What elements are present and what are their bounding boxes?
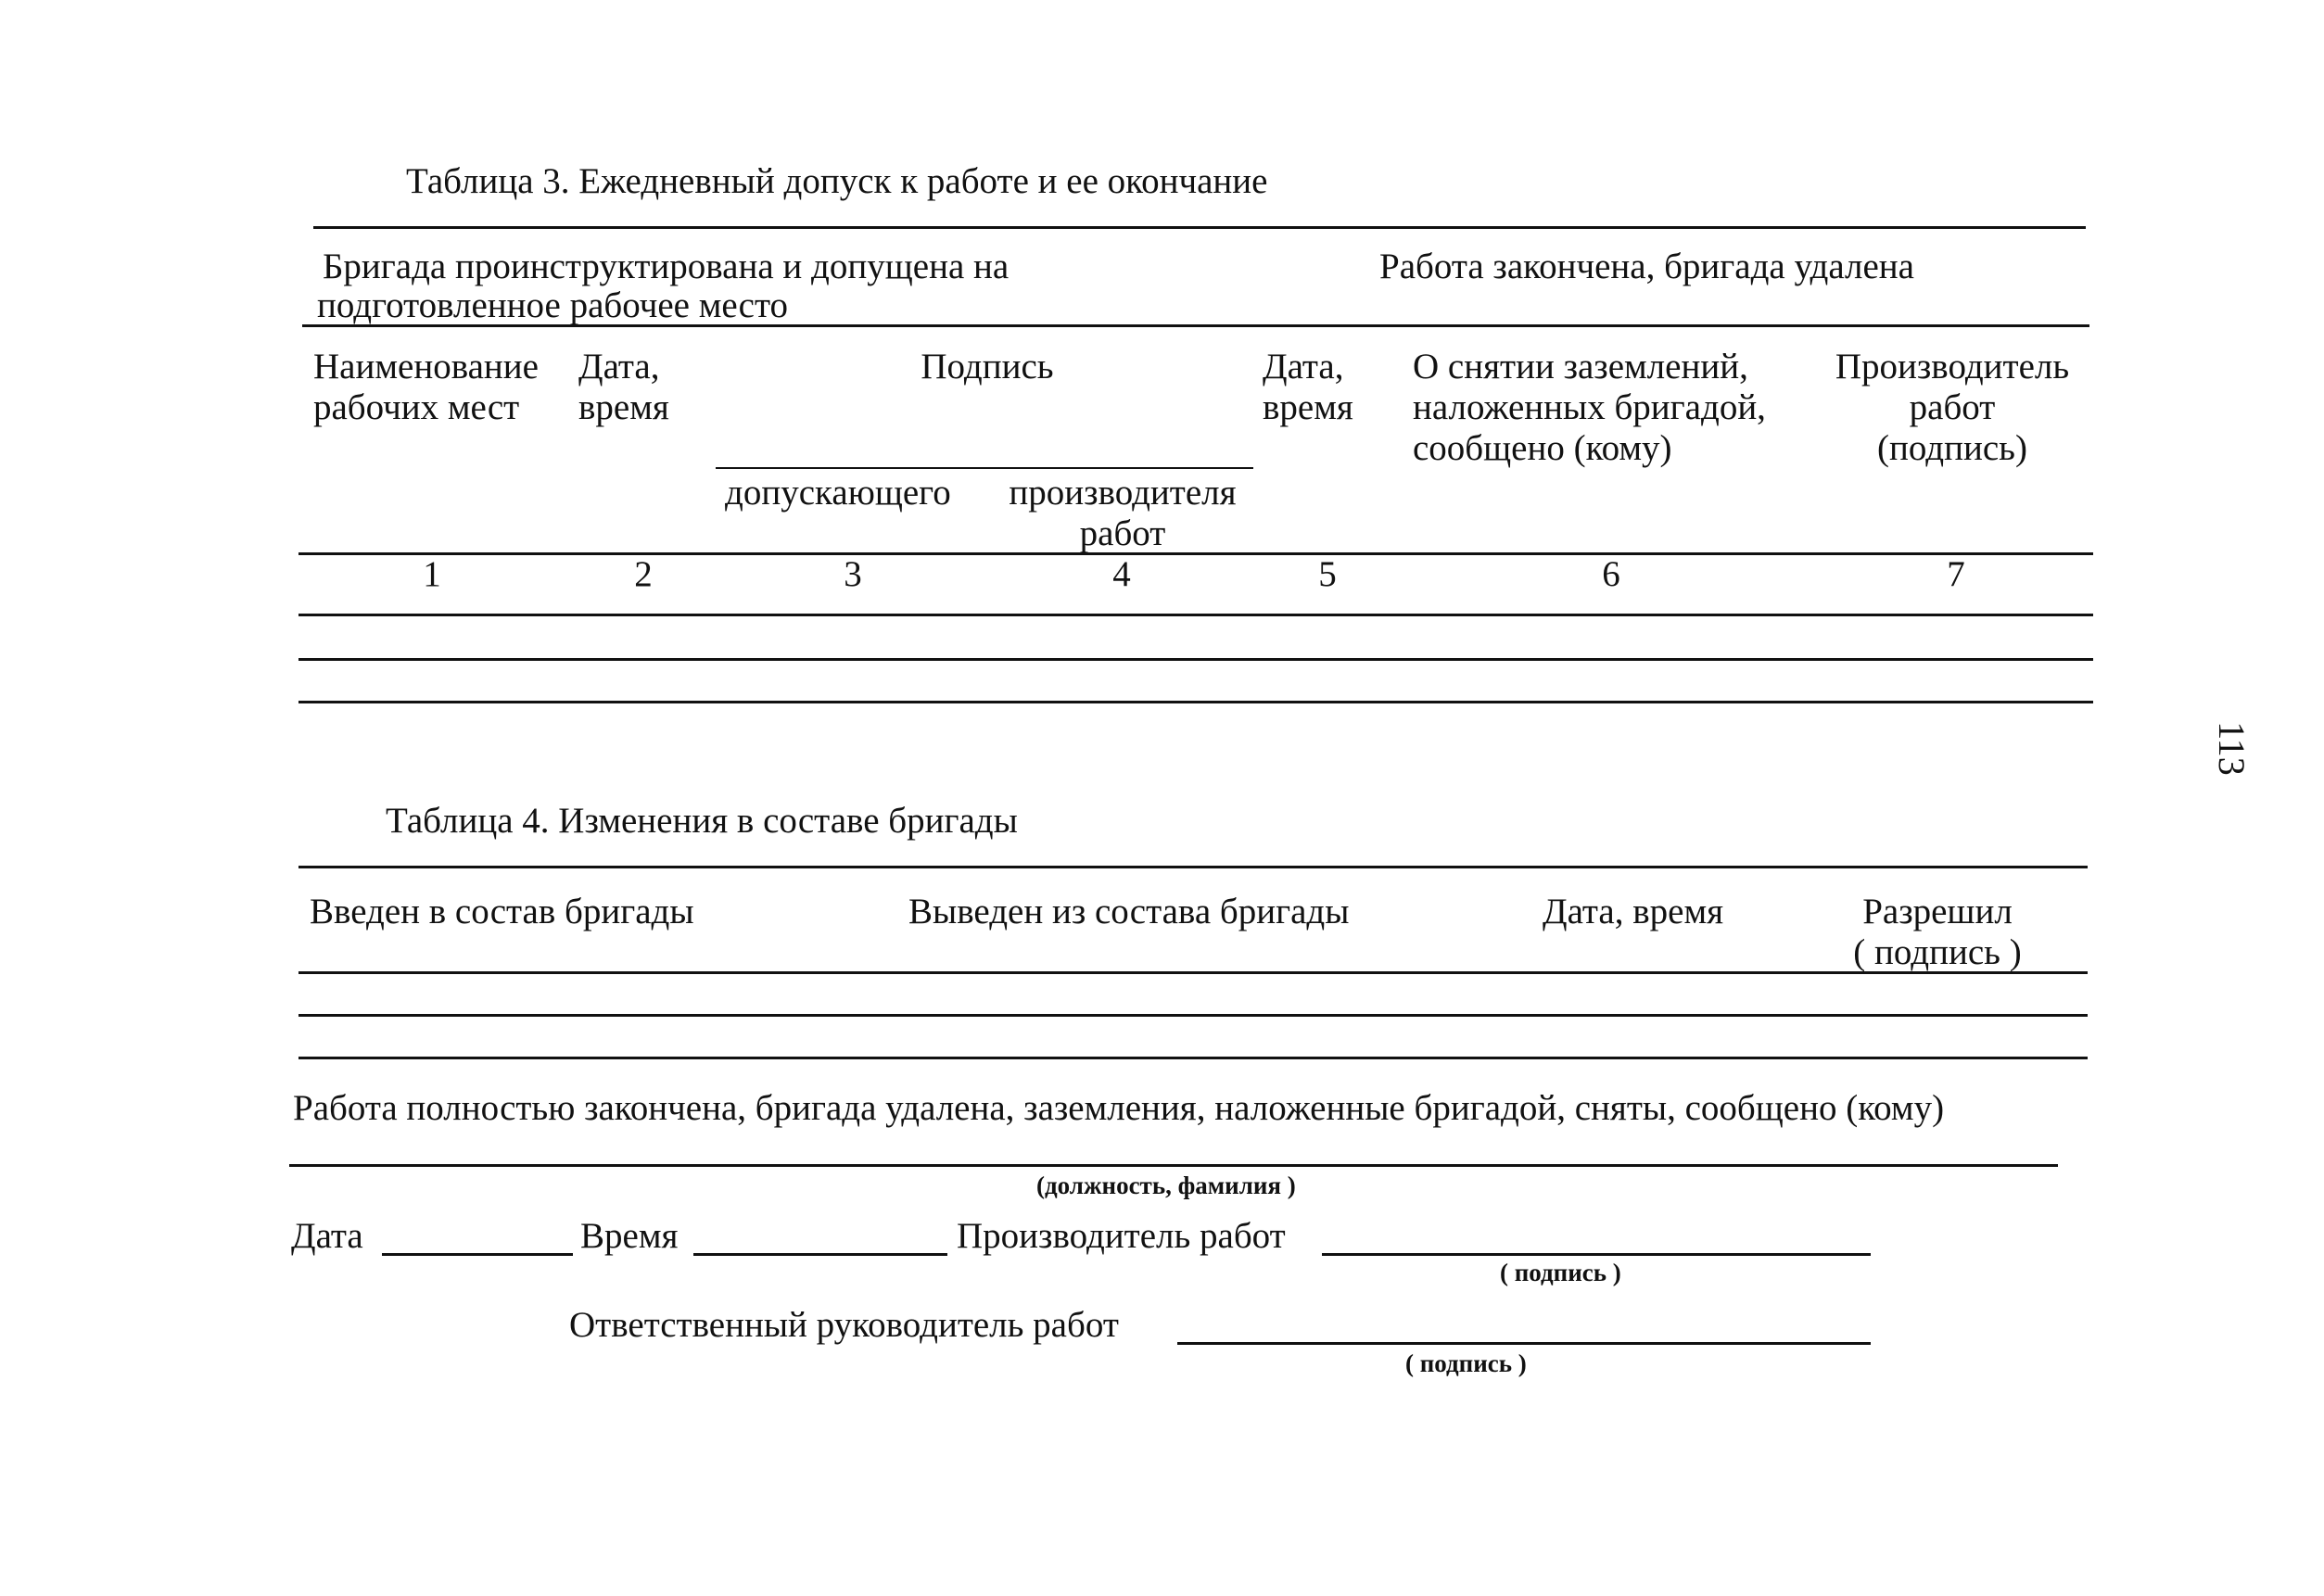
col2-header: Дата, время (578, 347, 669, 427)
producer-signature-line[interactable] (1322, 1253, 1871, 1256)
table3-group-rule (302, 324, 2089, 327)
date-label: Дата (291, 1216, 363, 1256)
col5-header: Дата, время (1263, 347, 1353, 427)
signature-rule (716, 467, 1253, 469)
table4-row-rule (298, 1057, 2088, 1059)
time-label: Время (580, 1216, 679, 1256)
producer-signature-hint: ( подпись ) (1500, 1259, 1621, 1286)
responsible-label: Ответственный руководитель работ (569, 1305, 1119, 1345)
table3-caption: Таблица 3. Ежедневный допуск к работе и ее окончание (406, 161, 1268, 201)
col4-header: производителя работ (1009, 473, 1237, 553)
table4-caption: Таблица 4. Изменения в составе бригады (386, 801, 1018, 841)
col-number-3: 3 (844, 554, 862, 594)
signature-header: Подпись (921, 347, 1054, 386)
table4-row-rule (298, 1014, 2088, 1017)
col-number-7: 7 (1947, 554, 1965, 594)
responsible-signature-line[interactable] (1177, 1342, 1871, 1345)
table3-header-rule (298, 552, 2093, 555)
col-number-5: 5 (1318, 554, 1337, 594)
table4-col-out: Выведен из состава бригады (908, 892, 1350, 931)
col-number-1: 1 (423, 554, 441, 594)
table3-row-rule (298, 658, 2093, 661)
completion-text: Работа полностью закончена, бригада удалена, заземления, наложенные бригадой, сняты, сообщено (кому) (293, 1088, 1945, 1128)
col7-header: Производитель работ (подпись) (1835, 347, 2070, 468)
table3-group-left-line1: Бригада проинструктирована и допущена на (323, 247, 1010, 286)
page-number: 113 (2210, 721, 2253, 776)
time-field-line[interactable] (693, 1253, 947, 1256)
position-name-hint: (должность, фамилия ) (1036, 1172, 1296, 1199)
table4-top-rule (298, 866, 2088, 868)
col1-header: Наименование рабочих мест (313, 347, 539, 427)
table3-group-left-line2: подготовленное рабочее место (317, 285, 789, 325)
recipient-field-line[interactable] (289, 1164, 2058, 1167)
table3-row-rule (298, 614, 2093, 616)
responsible-signature-hint: ( подпись ) (1405, 1349, 1527, 1377)
table3-top-rule (313, 226, 2086, 229)
col6-header: О снятии заземлений, наложенных бригадой, сообщено (кому) (1413, 347, 1766, 468)
table3-row-rule (298, 701, 2093, 703)
col3-header: допускающего (725, 473, 951, 513)
table4-col-in: Введен в состав бригады (310, 892, 694, 931)
date-field-line[interactable] (382, 1253, 573, 1256)
producer-label: Производитель работ (957, 1216, 1286, 1256)
table3-group-right: Работа закончена, бригада удалена (1379, 247, 1914, 286)
col-number-2: 2 (634, 554, 653, 594)
table4-col-allowed: Разрешил ( подпись ) (1853, 892, 2022, 972)
table4-col-date: Дата, время (1543, 892, 1724, 931)
col-number-4: 4 (1112, 554, 1131, 594)
col-number-6: 6 (1602, 554, 1620, 594)
table4-header-rule (298, 971, 2088, 974)
